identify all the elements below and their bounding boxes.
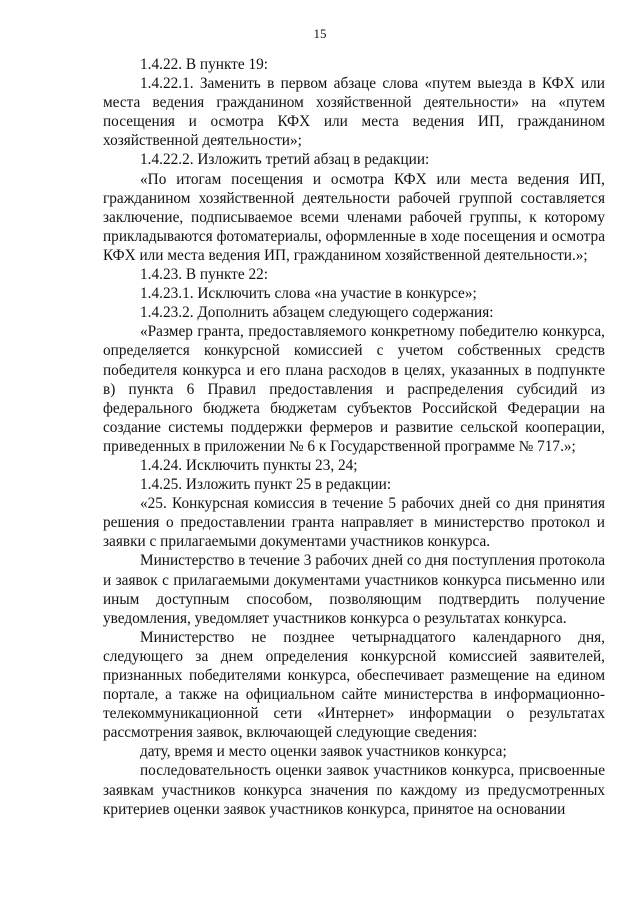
paragraph-quote-grant-size: «Размер гранта, предоставляемого конкретному победителю конкурса, определяется конкурсной комиссией с учетом собственных средств победителя конкурса и его плана расходов в целях, указанных в подпункте в) пункта 6 Правил предоставления и распределения субсидий из федерального бюджета бюджетам субъектов Российской Федерации на создание системы поддержки фермеров и развитие сельской кооперации, приведенных в приложении № 6 к Государственной программе № 717.»;	[103, 323, 605, 455]
paragraph-quote-inspection: «По итогам посещения и осмотра КФХ или места ведения ИП, гражданином хозяйственной деятельности рабочей группой составляется заключение, подписываемое всеми членами рабочей группы, к которому прикладываются фотоматериалы, оформленные в ходе посещения и осмотра КФХ или места ведения ИП, гражданином хозяйственной деятельности.»;	[103, 170, 605, 264]
paragraph-1-4-24: 1.4.24. Исключить пункты 23, 24;	[140, 456, 358, 474]
paragraph-1-4-23: 1.4.23. В пункте 22:	[140, 266, 269, 284]
paragraph-1-4-22: 1.4.22. В пункте 19:	[140, 56, 269, 73]
document-body	[103, 55, 605, 819]
paragraph-evaluation-sequence: последовательность оценки заявок участников конкурса, присвоенные заявкам участников конкурса значения по каждому из предусмотренных критериев оценки заявок участников конкурса, принятое на основании	[103, 762, 605, 818]
paragraph-ministry-publication: Министерство не позднее четырнадцатого календарного дня, следующего за днем определения конкурсной комиссией заявителей, признанных победителями конкурса, обеспечивает размещение на едином портале, а также на официальном сайте министерства в информационно-телекоммуникационной сети «Интернет» информации о результатах рассмотрения заявок, включающей следующие сведения:	[103, 628, 605, 742]
paragraph-1-4-22-1: 1.4.22.1. Заменить в первом абзаце слова «путем выезда в КФХ или места ведения гражданином хозяйственной деятельности» на «путем посещения и осмотра КФХ или места ведения ИП, гражданином хозяйственной деятельности»;	[103, 75, 605, 150]
paragraph-1-4-23-1: 1.4.23.1. Исключить слова «на участие в конкурсе»;	[140, 285, 477, 303]
paragraph-1-4-25: 1.4.25. Изложить пункт 25 в редакции:	[140, 476, 392, 494]
paragraph-date-time-place: дату, время и место оценки заявок участников конкурса;	[140, 743, 507, 761]
paragraph-quote-25: «25. Конкурсная комиссия в течение 5 рабочих дней со дня принятия решения о предоставлении гранта направляет в министерство протокол и заявки с прилагаемыми документами участников конкурса.	[103, 495, 605, 551]
page-number: 15	[313, 26, 327, 41]
paragraph-1-4-22-2: 1.4.22.2. Изложить третий абзац в редакции:	[140, 151, 430, 169]
paragraph-1-4-23-2: 1.4.23.2. Дополнить абзацем следующего содержания:	[140, 304, 494, 322]
paragraph-ministry-notification: Министерство в течение 3 рабочих дней со дня поступления протокола и заявок с прилагаемыми документами участников конкурса письменно или иным доступным способом, позволяющим подтвердить получение уведомления, уведомляет участников конкурса о результатах конкурса.	[103, 552, 605, 627]
